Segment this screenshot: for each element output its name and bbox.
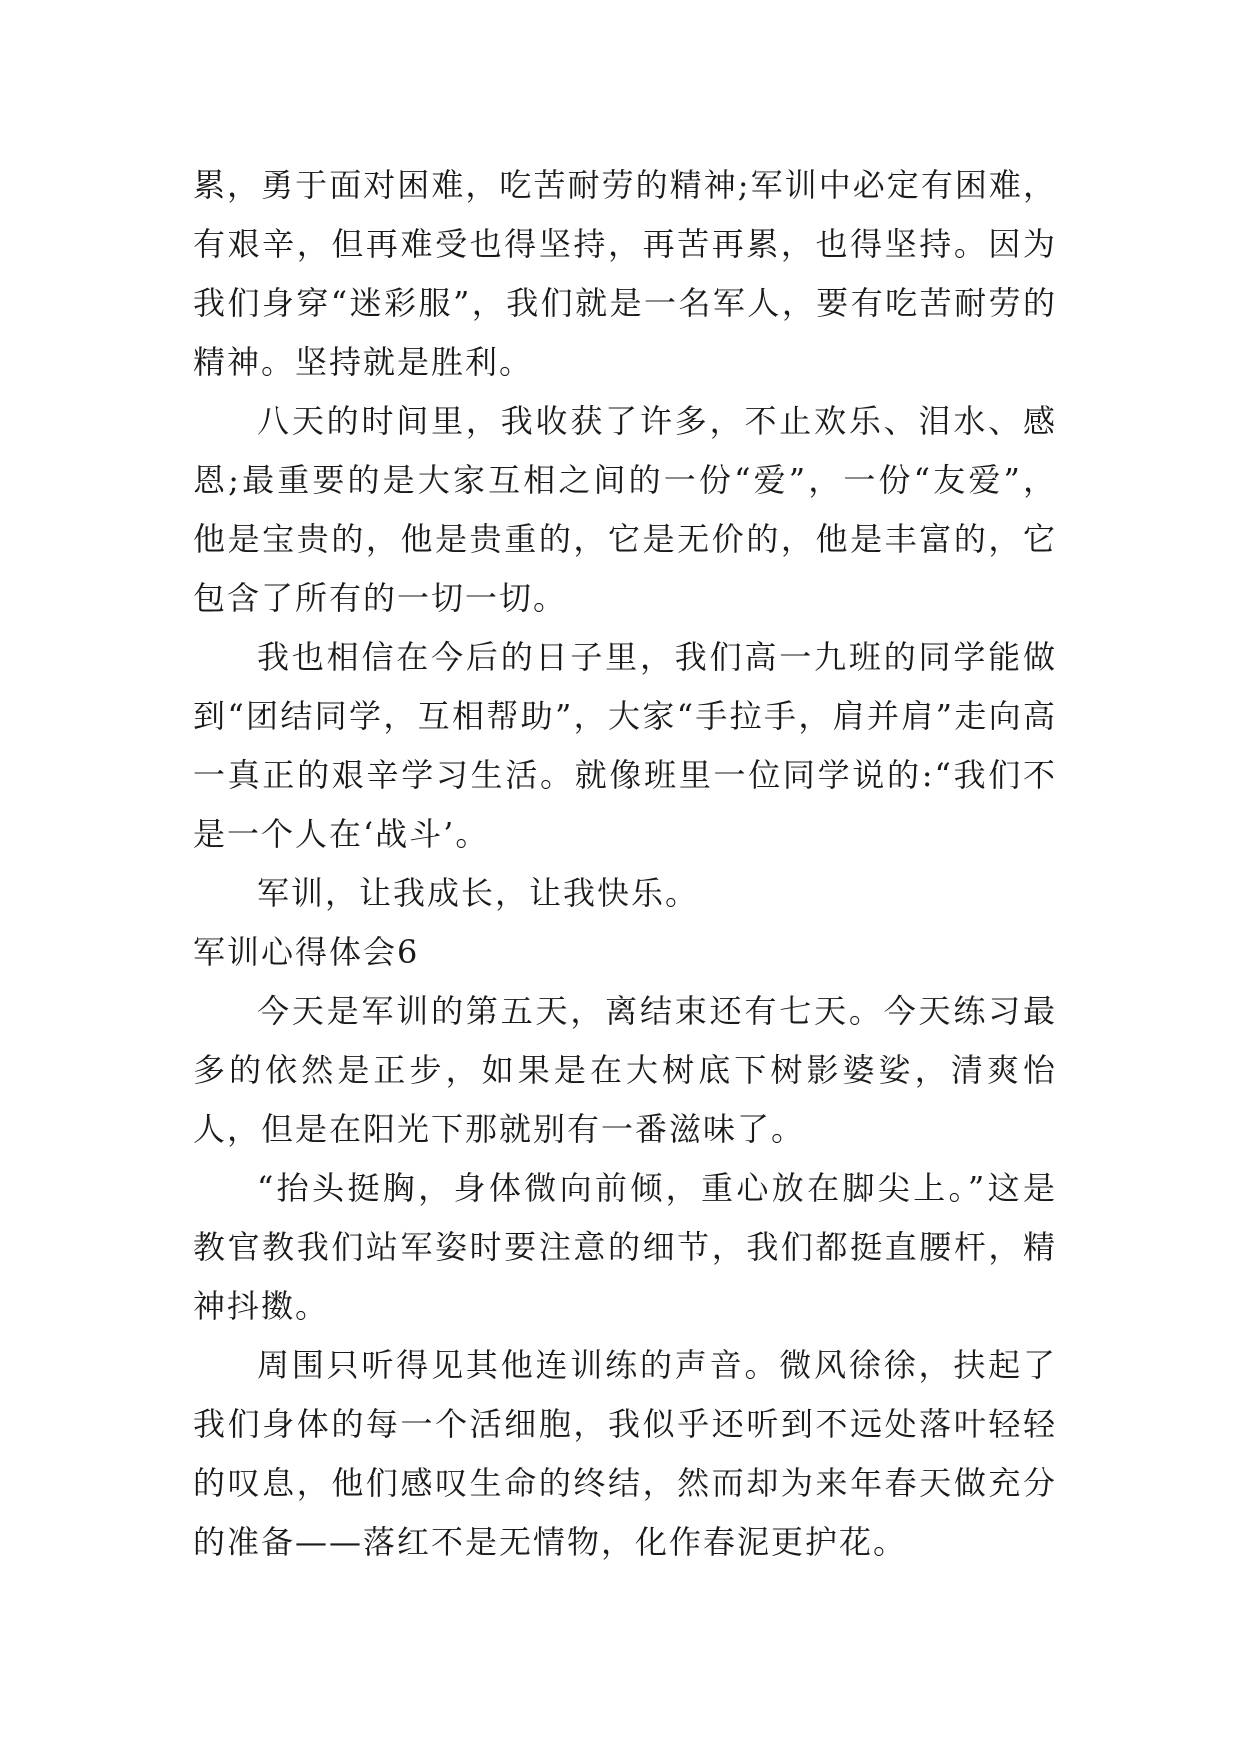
section-heading: 军训心得体会6: [193, 933, 420, 971]
paragraph-4: 军训，让我成长，让我快乐。: [257, 874, 700, 912]
document-body: [193, 156, 1057, 1572]
paragraph-2: 八天的时间里，我收获了许多，不止欢乐、泪水、感恩;最重要的是大家互相之间的一份“爱”，一份“友爱”，他是宝贵的，他是贵重的，它是无价的，他是丰富的，它包含了所有的一切一切。: [193, 402, 1057, 617]
paragraph-3: 我也相信在今后的日子里，我们高一九班的同学能做到“团结同学，互相帮助”，大家“手拉手，肩并肩”走向高一真正的艰辛学习生活。就像班里一位同学说的:“我们不是一个人在‘战斗’。: [193, 638, 1057, 853]
paragraph-6: “抬头挺胸，身体微向前倾，重心放在脚尖上。”这是教官教我们站军姿时要注意的细节，我们都挺直腰杆，精神抖擞。: [193, 1169, 1057, 1325]
paragraph-1: 累，勇于面对困难，吃苦耐劳的精神;军训中必定有困难，有艰辛，但再难受也得坚持，再苦再累，也得坚持。因为我们身穿“迷彩服”，我们就是一名军人，要有吃苦耐劳的精神。坚持就是胜利。: [193, 166, 1057, 381]
paragraph-7: 周围只听得见其他连训练的声音。微风徐徐，扶起了我们身体的每一个活细胞，我似乎还听到不远处落叶轻轻的叹息，他们感叹生命的终结，然而却为来年春天做充分的准备——落红不是无情物，化作春泥更护花。: [193, 1346, 1057, 1561]
paragraph-5: 今天是军训的第五天，离结束还有七天。今天练习最多的依然是正步，如果是在大树底下树影婆娑，清爽怡人，但是在阳光下那就别有一番滋味了。: [193, 992, 1057, 1148]
